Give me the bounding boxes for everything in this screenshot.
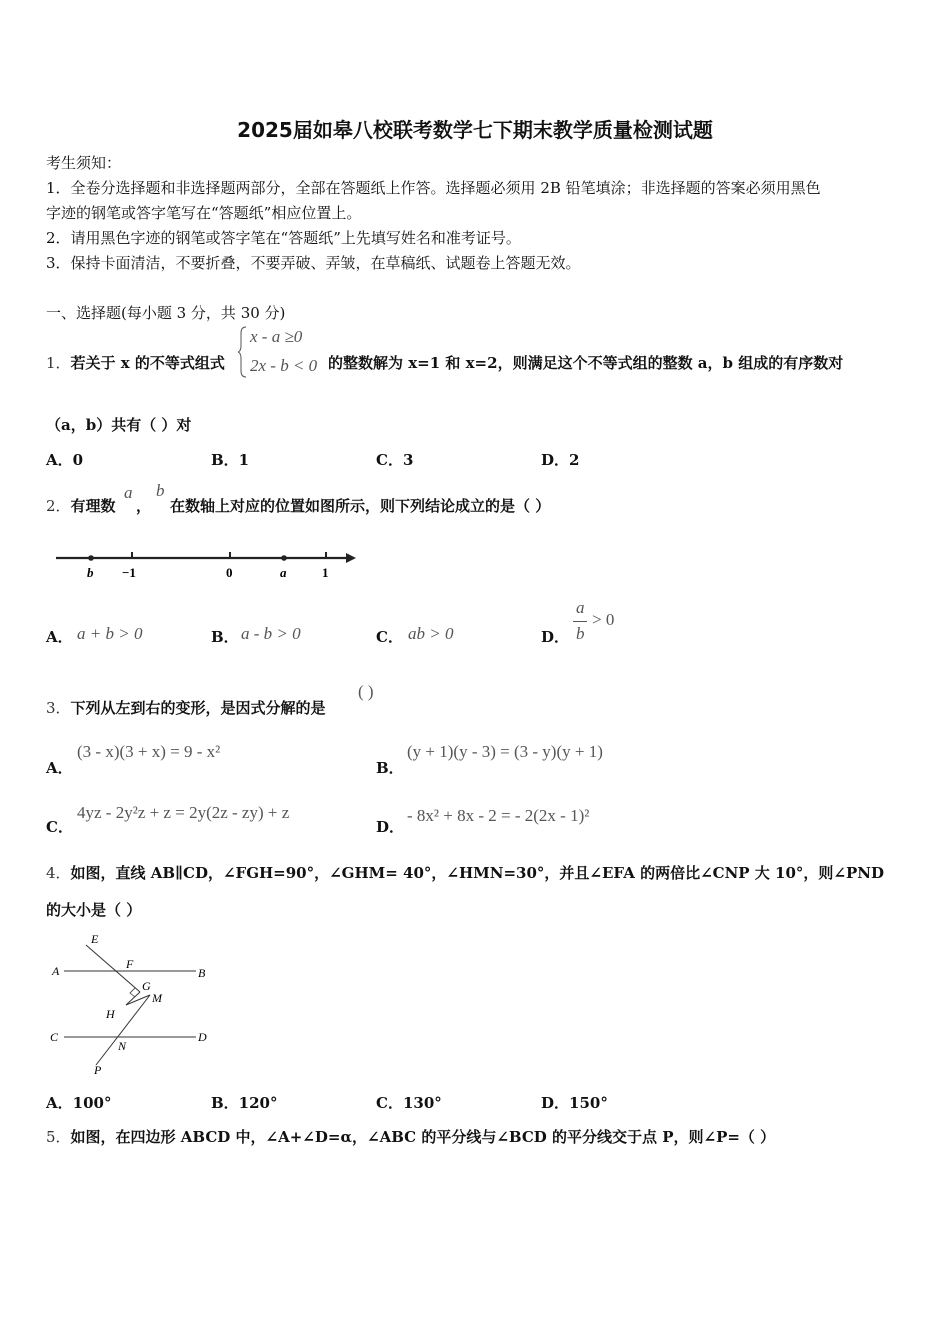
q3-option-c-expr: 4yz - 2y²z + z = 2y(2z - zy) + z [77, 803, 290, 822]
label-f: F [126, 957, 134, 971]
q2-number: 2． [46, 497, 71, 515]
q1-option-a[interactable]: A．0 [46, 451, 84, 469]
q1-option-d[interactable]: D．2 [541, 451, 580, 469]
notice-line-3: 3．保持卡面清洁，不要折叠，不要弄破、弄皱，在草稿纸、试题卷上答题无效。 [46, 254, 581, 272]
axis-label-0: 0 [226, 565, 233, 580]
label-d: D [198, 1030, 207, 1044]
q2-option-d-denominator: b [576, 624, 585, 643]
q2-option-d[interactable]: D． [541, 628, 570, 646]
axis-label-minus-1: −1 [122, 565, 136, 580]
label-c: C [50, 1030, 59, 1044]
q5-number: 5． [46, 1128, 71, 1146]
q5-text [46, 1126, 775, 1147]
q1-option-c[interactable]: C．3 [376, 451, 414, 469]
q4-line-1: 如图，直线 AB∥CD，∠FGH=90°，∠GHM= 40°，∠HMN=30°，并且∠EFA 的两倍比∠CNP 大 10°，则∠PND [70, 864, 884, 882]
q2-var-b: b [156, 481, 165, 500]
q3-option-d[interactable]: D． [376, 818, 405, 836]
label-n: N [118, 1039, 127, 1053]
axis-label-b: b [87, 565, 94, 580]
label-p: P [94, 1063, 102, 1077]
notice-heading: 考生须知： [46, 154, 122, 172]
q4-option-b[interactable]: B．120° [211, 1094, 278, 1112]
q3-stem: 下列从左到右的变形，是因式分解的是 [70, 699, 326, 717]
axis-label-1: 1 [322, 565, 329, 580]
page-title: 2025届如皋八校联考数学七下期末教学质量检测试题 [237, 118, 713, 142]
q4-text [46, 862, 884, 883]
q3-option-a-expr: (3 - x)(3 + x) = 9 - x² [77, 742, 221, 761]
label-h: H [106, 1007, 115, 1021]
q4-line-2: 的大小是（ ） [46, 901, 142, 919]
q4-option-c[interactable]: C．130° [376, 1094, 442, 1112]
q2-option-c-expr: ab > 0 [408, 624, 454, 643]
label-m: M [152, 991, 162, 1005]
label-g: G [142, 979, 151, 993]
q1-post: 的整数解为 x=1 和 x=2，则满足这个不等式组的整数 a，b 组成的有序数对 [328, 354, 844, 372]
q1-brace [238, 326, 248, 378]
notice-line-1b: 字迹的钢笔或答字笔写在“答题纸”相应位置上。 [46, 204, 362, 222]
geometry-figure [46, 930, 221, 1080]
q3-option-b-expr: (y + 1)(y - 3) = (3 - y)(y + 1) [407, 742, 603, 761]
q3-answer-paren: ( ) [358, 682, 374, 701]
q2-text [46, 495, 116, 516]
q3-option-a[interactable]: A． [46, 759, 73, 777]
q3-option-b[interactable]: B． [376, 759, 404, 777]
q5-stem: 如图，在四边形 ABCD 中，∠A+∠D=α，∠ABC 的平分线与∠BCD 的平分线交于点 P，则∠P=（ ） [70, 1128, 776, 1146]
axis-label-a: a [280, 565, 287, 580]
q2-var-a: a [124, 483, 133, 502]
number-line [52, 545, 362, 581]
q2-option-d-numerator: a [576, 598, 585, 617]
notice-line-2: 2．请用黑色字迹的钢笔或答字笔在“答题纸”上先填写姓名和准考证号。 [46, 229, 521, 247]
q1-text [46, 352, 225, 373]
q2-pre: 有理数 [70, 497, 116, 515]
q1-option-b[interactable]: B．1 [211, 451, 250, 469]
notice-line-1a: 1．全卷分选择题和非选择题两部分，全部在答题纸上作答。选择题必须用 2B 铅笔填涂；非选择题的答案必须用黑色 [46, 179, 821, 197]
q2-option-c[interactable]: C． [376, 628, 403, 646]
q3-number: 3． [46, 699, 71, 717]
q2-option-a-expr: a + b > 0 [77, 624, 143, 643]
q4-number: 4． [46, 864, 71, 882]
q2-option-d-expr: > 0 [592, 610, 615, 629]
q1-pre: 若关于 x 的不等式组式 [70, 354, 225, 372]
q1-system-line-2: 2x - b < 0 [250, 356, 318, 375]
q2-post: 在数轴上对应的位置如图所示，则下列结论成立的是（ ） [170, 497, 551, 515]
q2-option-a[interactable]: A． [46, 628, 73, 646]
section-heading: 一、选择题(每小题 3 分，共 30 分) [46, 304, 286, 322]
q1-line-2: （a，b）共有（ ）对 [46, 416, 192, 434]
q3-option-d-expr: - 8x² + 8x - 2 = - 2(2x - 1)² [407, 806, 590, 825]
label-a: A [52, 964, 60, 978]
q4-option-a[interactable]: A．100° [46, 1094, 112, 1112]
q2-comma: ， [136, 497, 152, 515]
fraction-bar [573, 621, 587, 622]
label-e: E [91, 932, 99, 946]
q1-system-line-1: x - a ≥0 [250, 327, 303, 346]
q3-text [46, 697, 326, 718]
q2-option-b-expr: a - b > 0 [241, 624, 301, 643]
q2-option-b[interactable]: B． [211, 628, 239, 646]
label-b: B [198, 966, 206, 980]
q3-option-c[interactable]: C． [46, 818, 73, 836]
q1-number: 1． [46, 354, 71, 372]
q4-option-d[interactable]: D．150° [541, 1094, 608, 1112]
